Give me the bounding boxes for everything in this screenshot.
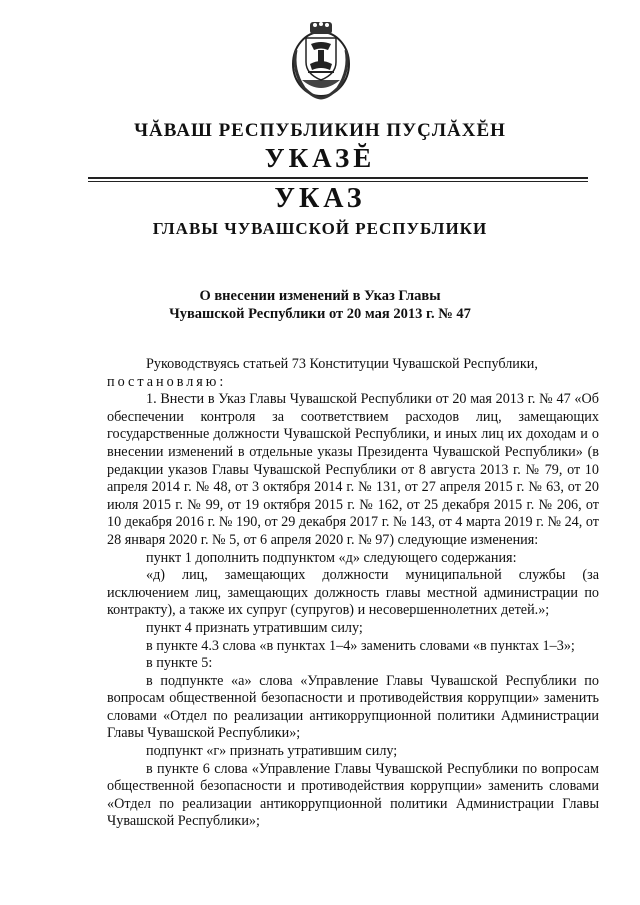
paragraph-decree-word: постановляю: <box>107 373 227 390</box>
russian-header-line2: ГЛАВЫ ЧУВАШСКОЙ РЕСПУБЛИКИ <box>152 219 488 238</box>
paragraph: в пункте 5: <box>146 655 213 672</box>
paragraph: подпункт «г» признать утратившим силу; <box>146 743 398 760</box>
paragraph: в пункте 6 слова «Управление Главы Чувашской Республики по вопросам общественной безопасности и противодействия коррупции» заменить словами «Отдел по реализации антикоррупционной политики Администрации Главы Чувашской Республики»; <box>107 760 599 830</box>
paragraph: пункт 4 признать утратившим силу; <box>146 619 363 636</box>
paragraph: 1. Внести в Указ Главы Чувашской Республики от 20 мая 2013 г. № 47 «Об обеспечении контроля за соответствием расходов лиц, замещающих государственные должности Чувашской Республики, и иных лиц их доходам и о внесении изменений в отдельные указы Президента Чувашской Республики» (в редакции указов Главы Чувашской Республики от 8 августа 2013 г. № 79, от 10 апреля 2014 г. № 48, от 3 октября 2014 г. № 131, от 27 апреля 2015 г. № 63, от 20 июля 2015 г. № 99, от 19 октября 2015 г. № 162, от 25 декабря 2015 г. № 206, от 10 декабря 2016 г. № 190, от 29 декабря 2017 г. № 143, от 4 марта 2019 г. № 24, от 28 января 2020 г. № 5, от 6 апреля 2020 г. № 97) следующие изменения: <box>107 391 599 548</box>
russian-header-line1: УКАЗ <box>274 183 366 214</box>
title-line1: О внесении изменений в Указ Главы <box>199 288 441 304</box>
header-divider-thin <box>88 181 588 182</box>
paragraph: в подпункте «а» слова «Управление Главы Чувашской Республики по вопросам общественной безопасности и противодействия коррупции» заменить словами «Отдел по реализации антикоррупционной политики Администрации Главы Чувашской Республики»; <box>107 672 599 742</box>
document-title <box>0 287 640 323</box>
chuvash-header-line1: ЧĂВАШ РЕСПУБЛИКИН ПУҪЛĂХĔН <box>134 120 506 141</box>
paragraph: «д) лиц, замещающих должности муниципальной службы (за исключением лиц, замещающих должность главы местной администрации по контракту), а также их супруг (супругов) и несовершеннолетних детей.»; <box>107 567 599 619</box>
document-body <box>107 356 599 831</box>
header-divider <box>88 177 588 179</box>
paragraph: пункт 1 дополнить подпунктом «д» следующего содержания: <box>146 549 517 566</box>
paragraph: Руководствуясь статьей 73 Конституции Чувашской Республики, <box>146 356 538 372</box>
title-line2: Чувашской Республики от 20 мая 2013 г. № 47 <box>169 306 471 322</box>
chuvash-coat-of-arms-icon <box>288 20 354 100</box>
paragraph: в пункте 4.3 слова «в пунктах 1–4» заменить словами «в пунктах 1–3»; <box>146 637 575 654</box>
chuvash-header-line2: УКАЗĔ <box>264 143 376 173</box>
